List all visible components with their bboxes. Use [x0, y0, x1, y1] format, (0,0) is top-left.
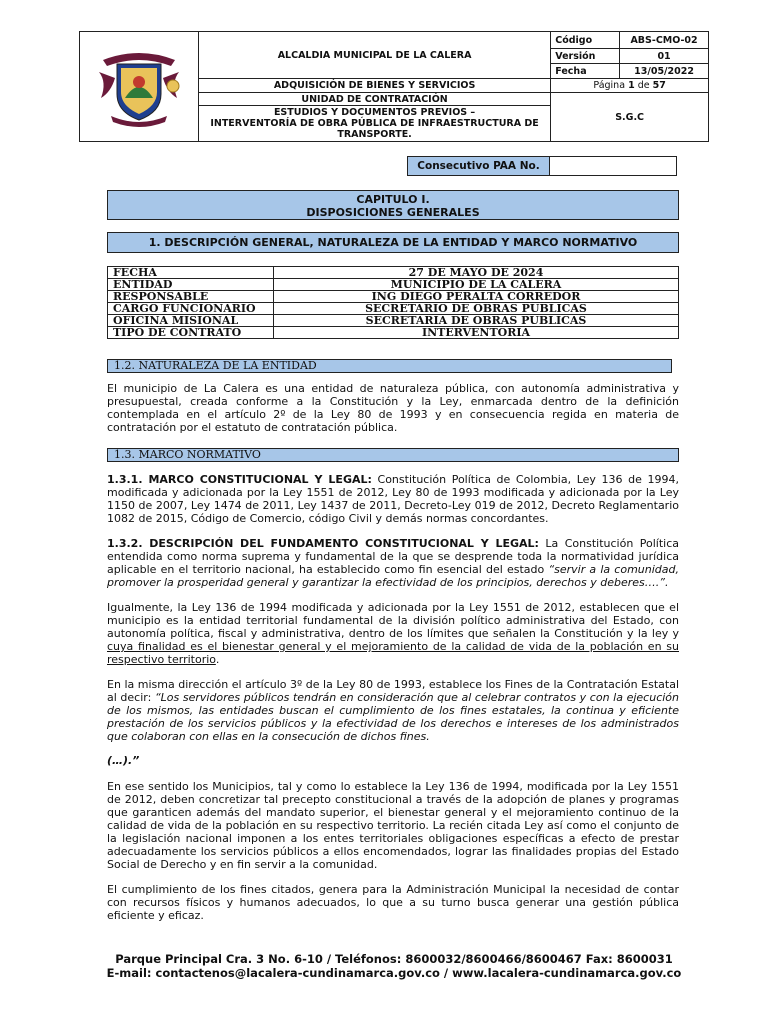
process-name: ADQUISICIÓN DE BIENES Y SERVICIOS: [198, 79, 550, 93]
info-table-row: [108, 291, 679, 303]
info-table-value: MUNICIPIO DE LA CALERA: [274, 279, 679, 291]
info-table-value: INTERVENTORIA: [274, 327, 679, 339]
paragraph-igualmente-text: Igualmente, la Ley 136 de 1994 modificada y adicionada por la Ley 1551 de 2012, establecen que el municipio es la entidad territorial fundamental de la división político administrativa del Estado, con autonomía política, fiscal y administrativa, dentro de los límites que señalen la Constitución y la ley y: [107, 601, 679, 640]
info-table-key: TIPO DE CONTRATO: [108, 327, 274, 339]
info-table-key: ENTIDAD: [108, 279, 274, 291]
paragraph-misma-direccion: [107, 678, 679, 743]
document-title: [198, 106, 550, 142]
page-indicator: [551, 79, 709, 93]
info-table-row: [108, 279, 679, 291]
page-prefix: Página: [593, 80, 626, 91]
paragraph-1-3-2: [107, 537, 679, 589]
info-table-row: [108, 315, 679, 327]
paragraph-1-3-2-quote: “servir a la comunidad, promover la prosperidad general y garantizar la efectividad de los principios, derechos y deberes….”.: [107, 563, 679, 589]
paragraph-en-ese-sentido: En ese sentido los Municipios, tal y como lo establece la Ley 136 de 1994, modificada por la Ley 1551 de 2012, deben concretizar tal precepto constitucional a través de la adopción de planes y programas que garanticen además del mandato superior, el bienestar general y el mejoramiento continuo de la calidad de vida de la población en su respectivo territorio. La recién citada Ley así como el conjunto de la legislación nacional imponen a los entes territoriales obligaciones específicas a efecto de prestar adecuadamente los servicios públicos a ellos encomendados, lograr las finalidades propias del Estado Social de Derecho y en fin servir a la comunidad.: [107, 780, 679, 871]
info-table-key: RESPONSABLE: [108, 291, 274, 303]
code-value: ABS-CMO-02: [620, 32, 709, 49]
info-table: [107, 266, 679, 339]
paragraph-ellipsis: (…).”: [107, 754, 140, 767]
paragraph-igualmente-underlined: cuya finalidad es el bienestar general y el mejoramiento de la calidad de vida de la población en su respectivo territorio: [107, 640, 679, 666]
info-table-row: [108, 303, 679, 315]
paragraph-cumplimiento: El cumplimiento de los fines citados, genera para la Administración Municipal la necesidad de contar con recursos físicos y humanos adecuados, lo que a su turno busca generar una gestión pública eficiente y eficaz.: [107, 883, 679, 922]
footer-address: Parque Principal Cra. 3 No. 6-10 / Teléfonos: 8600032/8600466/8600467 Fax: 8600031: [115, 952, 673, 966]
paragraph-igualmente: [107, 601, 679, 666]
paragraph-1-3-1: [107, 473, 679, 525]
chapter-heading: [107, 190, 679, 220]
page-current: 1: [628, 80, 635, 91]
paragraph-1-3-2-title: 1.3.2. DESCRIPCIÓN DEL FUNDAMENTO CONSTITUCIONAL Y LEGAL:: [107, 537, 539, 550]
paragraph-misma-quote: “Los servidores públicos tendrán en consideración que al celebrar contratos y con la ejecución de los mismos, las entidades buscan el cumplimiento de los fines estatales, la continua y eficiente prestación de los servicios públicos y la efectividad de los derechos e intereses de los administrados que colaboran con ellas en la consecución de dichos fines.: [107, 691, 680, 743]
unit-name: UNIDAD DE CONTRATACIÓN: [198, 93, 550, 106]
info-table-value: SECRETARIA DE OBRAS PUBLICAS: [274, 315, 679, 327]
info-table-key: OFICINA MISIONAL: [108, 315, 274, 327]
section-1-title: 1. DESCRIPCIÓN GENERAL, NATURALEZA DE LA ENTIDAD Y MARCO NORMATIVO: [148, 236, 638, 249]
section-1-2-paragraph: El municipio de La Calera es una entidad de naturaleza pública, con autonomía administrativa y presupuestal, creada conforme a la Constitución y la Ley, enmarcada dentro de la definición contemplada en el artículo 2º de la Ley 80 de 1993 y en consecuencia regida en materia de contratación por el estatuto de contratación pública.: [107, 382, 679, 434]
version-value: 01: [620, 49, 709, 64]
page-of: de: [637, 80, 650, 91]
section-1-2-heading: [107, 359, 672, 373]
document-title-line-1: ESTUDIOS Y DOCUMENTOS PREVIOS –: [273, 107, 476, 118]
date-value: 13/05/2022: [620, 64, 709, 79]
document-title-line-3: TRANSPORTE.: [337, 129, 412, 140]
paragraph-1-3-1-text: Constitución Política de Colombia, Ley 136 de 1994, modificada y adicionada por la Ley 1551 de 2012, Ley 80 de 1993 modificada y adicionada por la Ley 1150 de 2007, Ley 1474 de 2011, Ley 1437 de 2011, Decreto-Ley 019 de 2012, Decreto Reglamentario 1082 de 2015, Código de Comercio, código Civil y demás normas concordantes.: [107, 473, 679, 525]
info-table-row: [108, 327, 679, 339]
document-header: [79, 31, 709, 142]
document-title-line-2: INTERVENTORÍA DE OBRA PÚBLICA DE INFRAESTRUCTURA DE: [210, 118, 539, 129]
logo-cell: [80, 32, 199, 142]
info-table-key: CARGO FUNCIONARIO: [108, 303, 274, 315]
info-table-value: ING DIEGO PERALTA CORREDOR: [274, 291, 679, 303]
paragraph-misma-text: En la misma dirección el artículo 3º de la Ley 80 de 1993, establece los Fines de la Contratación Estatal al decir:: [107, 678, 679, 704]
info-table-value: 27 DE MAYO DE 2024: [274, 267, 679, 279]
section-1-2-title: 1.2. NATURALEZA DE LA ENTIDAD: [114, 359, 317, 372]
chapter-number: CAPITULO I.: [356, 193, 430, 206]
paragraph-igualmente-end: .: [215, 653, 220, 666]
entity-name: ALCALDIA MUNICIPAL DE LA CALERA: [198, 32, 550, 79]
info-table-key: FECHA: [108, 267, 274, 279]
footer-contact: E-mail: contactenos@lacalera-cundinamarca.gov.co / www.lacalera-cundinamarca.gov.co: [106, 966, 682, 980]
sgc-label: S.G.C: [551, 93, 709, 142]
section-1-3-title: 1.3. MARCO NORMATIVO: [114, 448, 261, 461]
date-label: Fecha: [551, 64, 620, 79]
page-total: 57: [652, 80, 666, 91]
code-label: Código: [551, 32, 620, 49]
paragraph-1-3-1-title: 1.3.1. MARCO CONSTITUCIONAL Y LEGAL:: [107, 473, 372, 486]
section-1-heading: [107, 232, 679, 253]
info-table-value: SECRETARIO DE OBRAS PUBLICAS: [274, 303, 679, 315]
info-table-row: [108, 267, 679, 279]
coat-of-arms-logo: [91, 42, 187, 128]
consecutivo-value: [550, 157, 677, 176]
section-1-3-heading: [107, 448, 679, 462]
paragraph-1-3-2-text: La Constitución Política entendida como norma suprema y fundamental de la que se desprende toda la normatividad jurídica aplicable en el territorio nacional, ha establecido como fin esencial del estado: [107, 537, 679, 576]
consecutivo-label: Consecutivo PAA No.: [408, 157, 550, 176]
chapter-title: DISPOSICIONES GENERALES: [306, 206, 480, 219]
consecutivo-box: [407, 156, 677, 176]
version-label: Versión: [551, 49, 620, 64]
